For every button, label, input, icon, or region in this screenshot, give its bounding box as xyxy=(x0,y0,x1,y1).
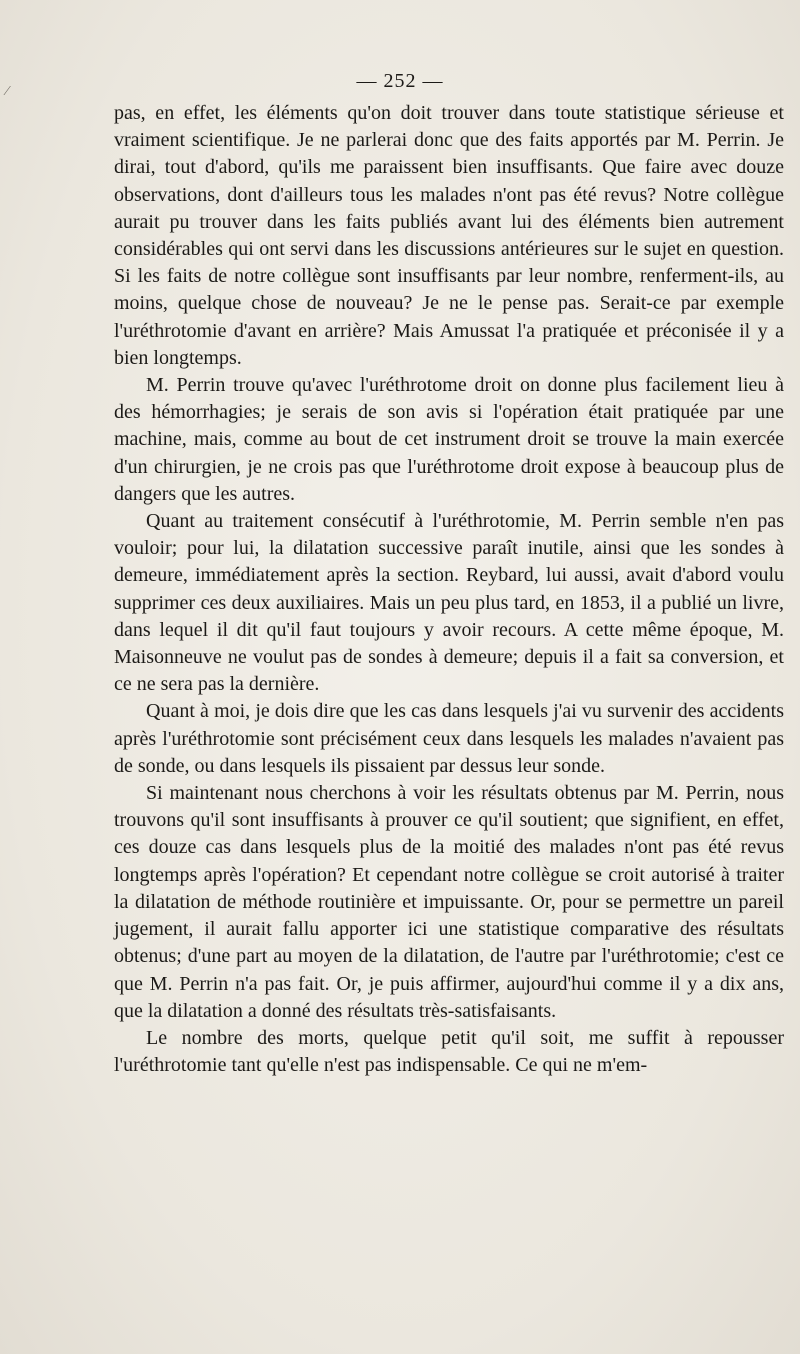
body-text xyxy=(114,100,784,1079)
paragraph-2: M. Perrin trouve qu'avec l'uréthrotome droit on donne plus facilement lieu à des hémorrhagies; je serais de son avis si l'opération était pratiquée par une machine, mais, comme au bout de cet instrument droit se trouve la main exercée d'un chirurgien, je ne crois pas que l'uréthrotome droit expose à beaucoup plus de dangers que les autres. xyxy=(114,374,784,505)
paragraph-6: Le nombre des morts, quelque petit qu'il soit, me suffit à repousser l'uréthrotomie tant qu'elle n'est pas indispensable. Ce qui ne m'em- xyxy=(114,1026,784,1077)
page-number: — 252 — xyxy=(356,70,444,92)
paragraph-1: pas, en effet, les éléments qu'on doit trouver dans toute statistique sérieuse et vraiment scientifique. Je ne parlerai donc que des faits apportés par M. Perrin. Je dirai, tout d'abord, qu'ils me paraissent bien insuffisants. Que faire avec douze observations, dont d'ailleurs tous les malades n'ont pas été revus? Notre collègue aurait pu trouver dans les faits publiés avant lui des éléments bien autrement considérables qui ont servi dans les discussions antérieures sur le sujet en question. Si les faits de notre collègue sont insuffisants par leur nombre, renferment-ils, au moins, quelque chose de nouveau? Je ne le pense pas. Serait-ce par exemple l'uréthrotomie d'avant en arrière? Mais Amussat l'a pratiquée et préconisée il y a bien longtemps. xyxy=(114,102,784,369)
paragraph-3: Quant au traitement consécutif à l'uréthrotomie, M. Perrin semble n'en pas vouloir; pour lui, la dilatation successive paraît inutile, ainsi que les sondes à demeure, immédiatement après la section. Reybard, lui aussi, avait d'abord voulu supprimer ces deux auxiliaires. Mais un peu plus tard, en 1853, il a publié un livre, dans lequel il dit qu'il faut toujours y avoir recours. A cette même époque, M. Maisonneuve ne voulut pas de sondes à demeure; depuis il a fait sa conversion, et ce ne sera pas la dernière. xyxy=(114,510,784,696)
margin-mark: ⁄ xyxy=(6,84,9,99)
paragraph-5: Si maintenant nous cherchons à voir les résultats obtenus par M. Perrin, nous trouvons qu'il sont insuffisants à prouver ce qu'il soutient; que signifient, en effet, ces douze cas dans lesquels plus de la moitié des malades n'ont pas été revus longtemps après l'opération? Et cependant notre collègue se croit autorisé à traiter la dilatation de méthode routinière et impuissante. Or, pour se permettre un pareil jugement, il aurait fallu apporter ici une statistique comparative des résultats obtenus; d'une part au moyen de la dilatation, de l'autre par l'uréthrotomie; c'est ce que M. Perrin n'a pas fait. Or, je puis affirmer, aujourd'hui comme il y a dix ans, que la dilatation a donné des résultats très-satisfaisants. xyxy=(114,782,784,1022)
paragraph-4: Quant à moi, je dois dire que les cas dans lesquels j'ai vu survenir des accidents après l'uréthrotomie sont précisément ceux dans lesquels les malades n'avaient pas de sonde, ou dans lesquels ils pissaient par dessus leur sonde. xyxy=(114,700,784,777)
